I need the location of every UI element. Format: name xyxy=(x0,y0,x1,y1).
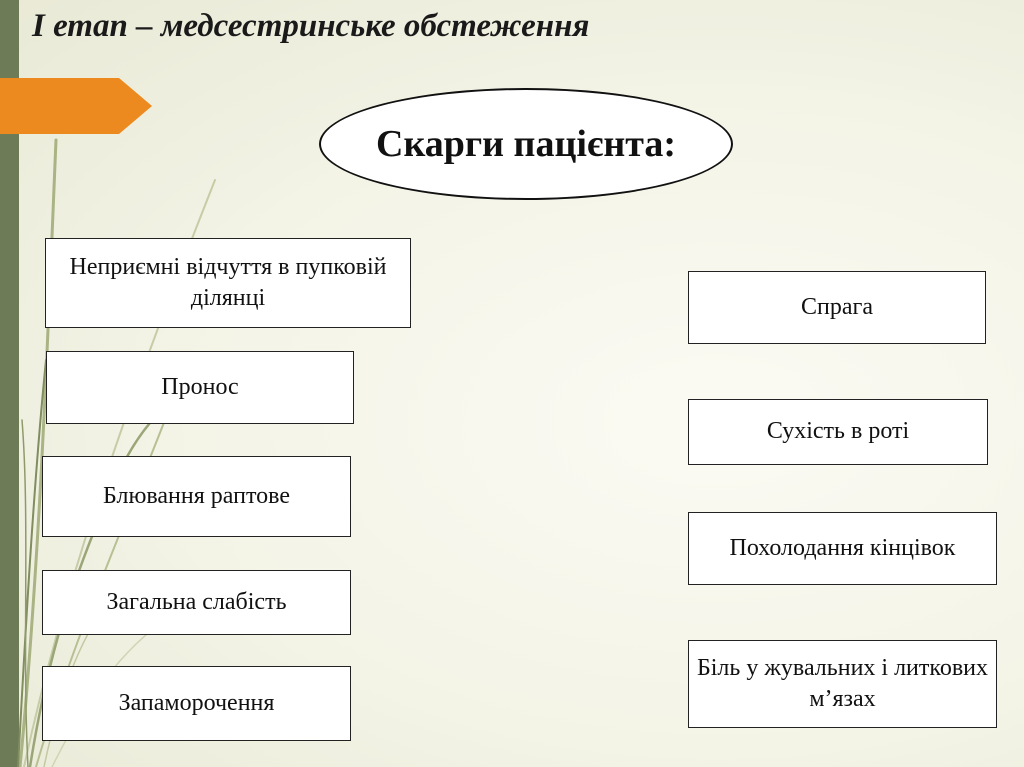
complaint-box-left: Пронос xyxy=(46,351,354,424)
complaint-box-right: Похолодання кінцівок xyxy=(688,512,997,585)
center-ellipse xyxy=(319,88,733,200)
complaint-box-left: Блювання раптове xyxy=(42,456,351,537)
center-label: Скарги пацієнта: xyxy=(376,123,676,165)
slide-title: І етап – медсестринське обстеження xyxy=(32,8,590,44)
complaint-box-right: Спрага xyxy=(688,271,986,344)
complaint-box-left: Неприємні відчуття в пупковій ділянці xyxy=(45,238,411,328)
complaint-box-right: Сухість в роті xyxy=(688,399,988,465)
complaint-box-left: Запаморочення xyxy=(42,666,351,741)
complaint-box-left: Загальна слабість xyxy=(42,570,351,635)
complaint-box-right: Біль у жувальних і литкових м’язах xyxy=(688,640,997,728)
